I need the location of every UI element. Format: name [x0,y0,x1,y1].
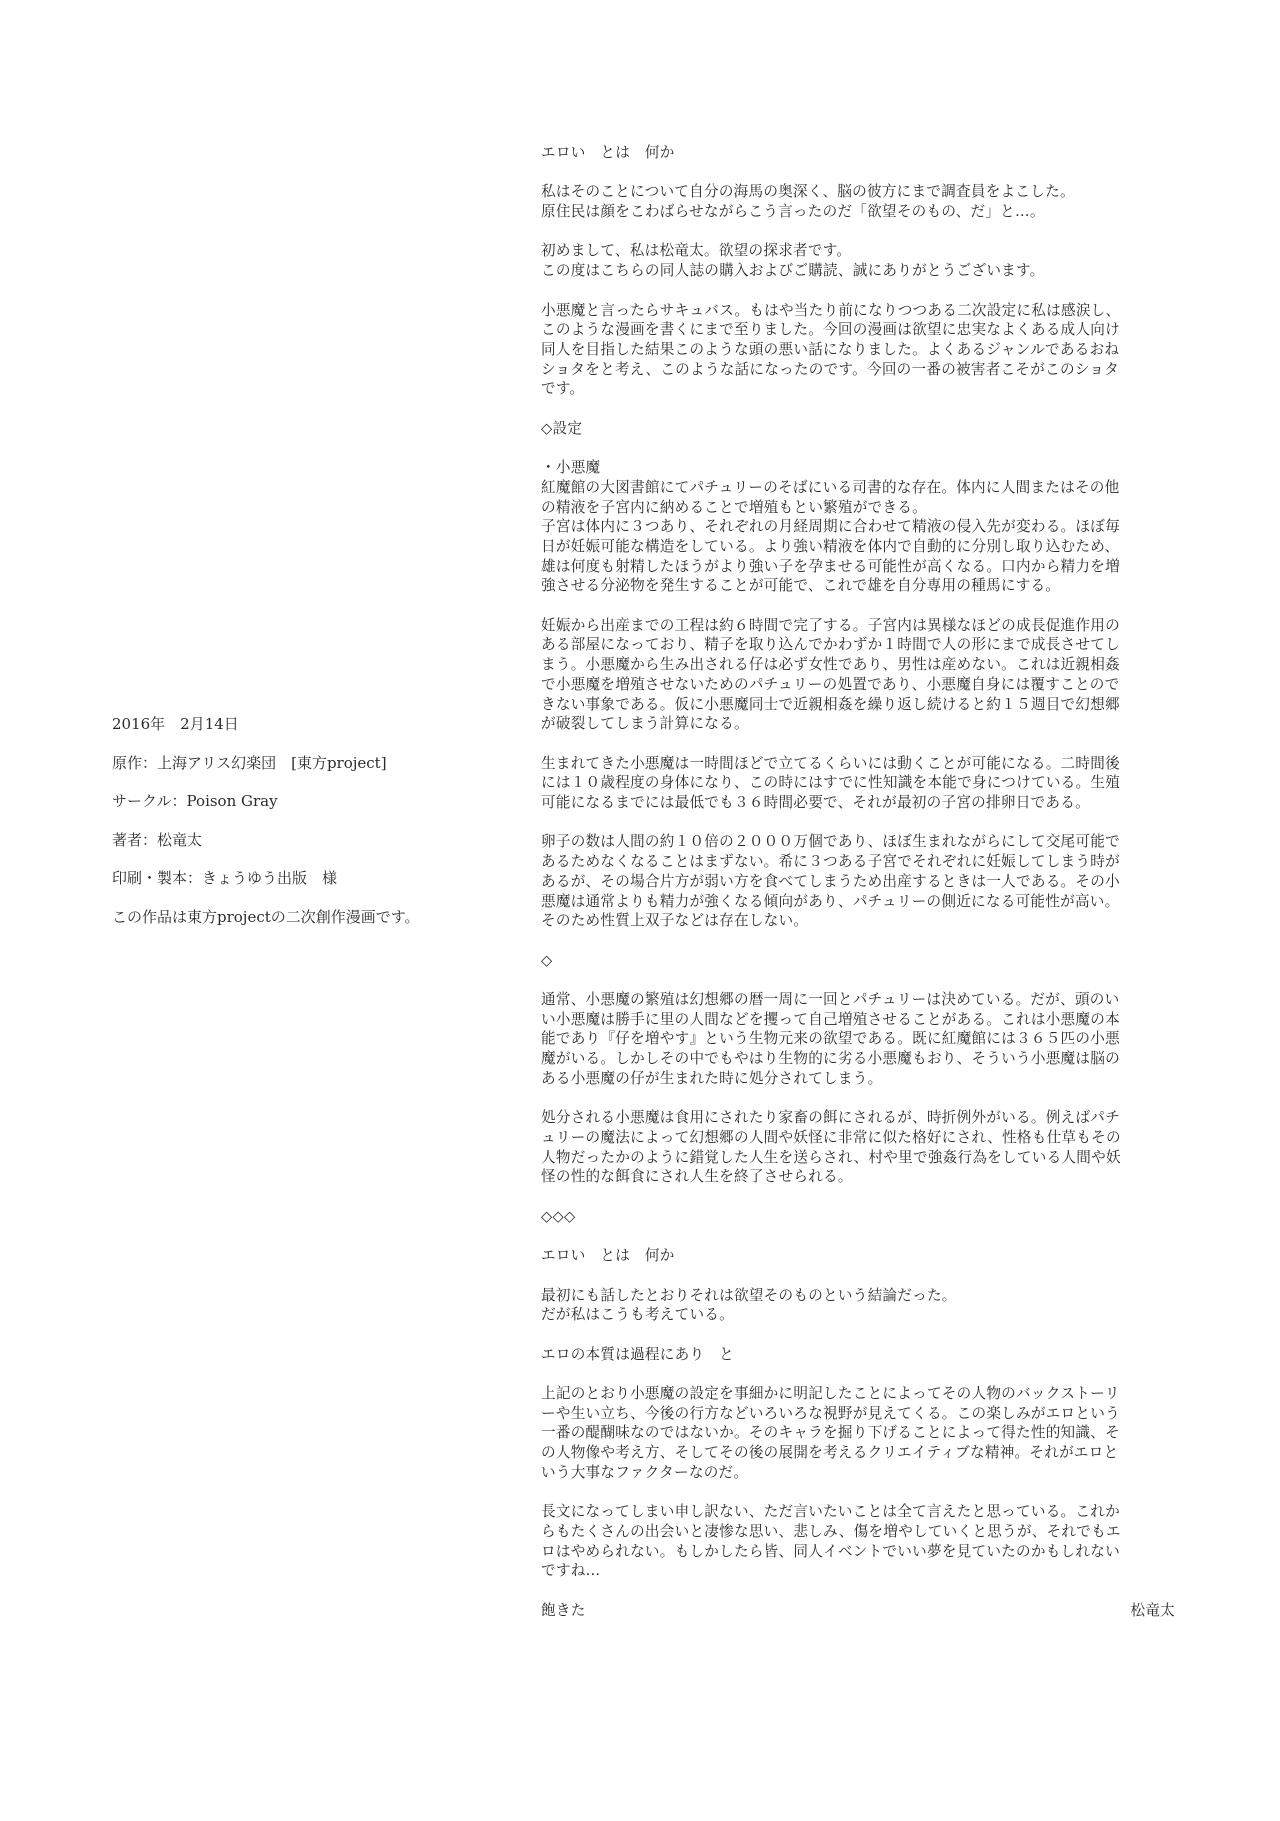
essay-heading: エロい とは 何か [541,144,675,161]
essay-paragraph: 通常、小悪魔の繁殖は幻想郷の暦一周に一回とパチュリーは決めている。だが、頭のい い小悪魔は勝手に里の人間などを攫って自己増殖させることがある。これは小悪魔の本 能であり『仔を増やす』という生物元来の欲望である。既に紅魔館には３６５匹の小悪 魔がいる。しかしその中でもやはり生物的に劣る小悪魔もおり、そういう小悪魔は脳の ある小悪魔の仔が生まれた時に処分されてしまう。 [541,991,1120,1087]
essay-paragraph: ・小悪魔 紅魔館の大図書館にてパチュリーのそばにいる司書的な存在。体内に人間またはその他 の精液を子宮内に納めることで増殖もとい繁殖ができる。 子宮は体内に３つあり、それぞれの月経周期に合わせて精液の侵入先が変わる。ほぼ毎 日が妊娠可能な構造をしている。より強い精液を体内で自動的に分別し取り込むため、 雄は何度も射精したほうがより強い子を孕ませる可能性が高くなる。口内から精力を増 強させる分泌物を発生することが可能で、これで雄を自分専用の種馬にする。 [541,459,1120,595]
original-work: 原作：上海アリス幻楽団 [東方project] [112,753,387,772]
sign-off [541,1601,1177,1621]
printer-credit: 印刷・製本：きょうゆう出版 様 [112,869,338,887]
author-name: 著者：松竜太 [112,830,203,849]
essay-paragraph: 処分される小悪魔は食用にされたり家畜の餌にされるが、時折例外がいる。例えばパチ ュリーの魔法によって幻想郷の人間や妖怪に非常に似た格好にされ、性格も仕草もその 人物だったかのように錯覚した人生を送らされ、村や里で強姦行為をしている人間や妖 怪の性的な餌食にされ人生を終了させられる。 [541,1109,1121,1186]
circle-name: サークル：Poison Gray [112,792,278,810]
section-heading: ◇設定 [541,419,583,437]
essay-paragraph: エロの本質は過程にあり と [541,1345,734,1363]
section-divider: ◇◇◇ [541,1207,576,1225]
publication-date: 2016年 2月14日 [112,715,239,733]
essay-paragraph: 妊娠から出産までの工程は約６時間で完了する。子宮内は異様なほどの成長促進作用の ある部屋になっており、精子を取り込んでかわずか１時間で人の形にまで成長させてし まう。小悪魔から生み出される仔は必ず女性であり、男性は産めない。これは近親相姦 で小悪魔を増殖させないためのパチュリーの処置であり、小悪魔自身には覆すことので きない事象である。仮に小悪魔同士で近親相姦を繰り返し続けると約１５週目で幻想郷 が破裂してしまう計算になる。 [541,616,1120,733]
section-divider: ◇ [541,951,553,969]
essay-paragraph: 生まれてきた小悪魔は一時間ほどで立てるくらいには動くことが可能になる。二時間後 には１０歳程度の身体になり、この時にはすでに性知識を本能で身につけている。生殖 可能になるまでには最低でも３６時間必要で、それが最初の子宮の排卵日である。 [541,754,1121,812]
closing-remark: 飽きた [541,1601,586,1619]
derivative-note: この作品は東方projectの二次創作漫画です。 [112,907,420,926]
essay-paragraph: 最初にも話したとおりそれは欲望そのものという結論だった。 だが私はこうも考えている。 [541,1286,957,1324]
colophon [112,714,492,945]
afterword-essay [541,143,1177,1620]
essay-paragraph: 初めまして、私は松竜太。欲望の探求者です。 この度はこちらの同人誌の購入およびご購読、誠にありがとうございます。 [541,242,1045,280]
signature: 松竜太 [1130,1601,1175,1619]
essay-paragraph: 私はそのことについて自分の海馬の奥深く、脳の彼方にまで調査員をよこした。 原住民は顔をこわばらせながらこう言ったのだ「欲望そのもの、だ」と…。 [541,183,1075,221]
essay-paragraph: 長文になってしまい申し訳ない、ただ言いたいことは全て言えたと思っている。これか らもたくさんの出会いと凄惨な思い、悲しみ、傷を増やしていくと思うが、それでもエ ロはやめられない。もしかしたら皆、同人イベントでいい夢を見ていたのかもしれない ですね… [541,1503,1121,1580]
essay-paragraph: 上記のとおり小悪魔の設定を事細かに明記したことによってその人物のバックストーリ ーや生い立ち、今後の行方などいろいろな視野が見えてくる。この楽しみがエロという 一番の醍醐味なのではないか。そのキャラを掘り下げることによって得た性的知識、そ の人物像や考え方、そしてその後の展開を考えるクリエイティブな精神。それがエロと いう大事なファクターなのだ。 [541,1385,1120,1481]
essay-paragraph: 卵子の数は人間の約１０倍の２０００万個であり、ほぼ生まれながらにして交尾可能で あるためなくなることはまずない。希に３つある子宮でそれぞれに妊娠してしまう時が あるが、その場合片方が弱い方を食べてしまうため出産するときは一人である。その小 悪魔は通常よりも精力が強くなる傾向があり、パチュリーの側近になる可能性が高い。 そのため性質上双子などは存在しない。 [541,833,1120,930]
essay-heading: エロい とは 何か [541,1247,675,1265]
essay-paragraph: 小悪魔と言ったらサキュバス。もはや当たり前になりつつある二次設定に私は感涙し、 このような漫画を書くにまで至りました。今回の漫画は欲望に忠実なよくある成人向け 同人を目指した結果このような頭の悪い話になりました。よくあるジャンルであるおね ショタをと考え、このような話になったのです。今回の一番の被害者こそがこのショタ です。 [541,301,1121,398]
